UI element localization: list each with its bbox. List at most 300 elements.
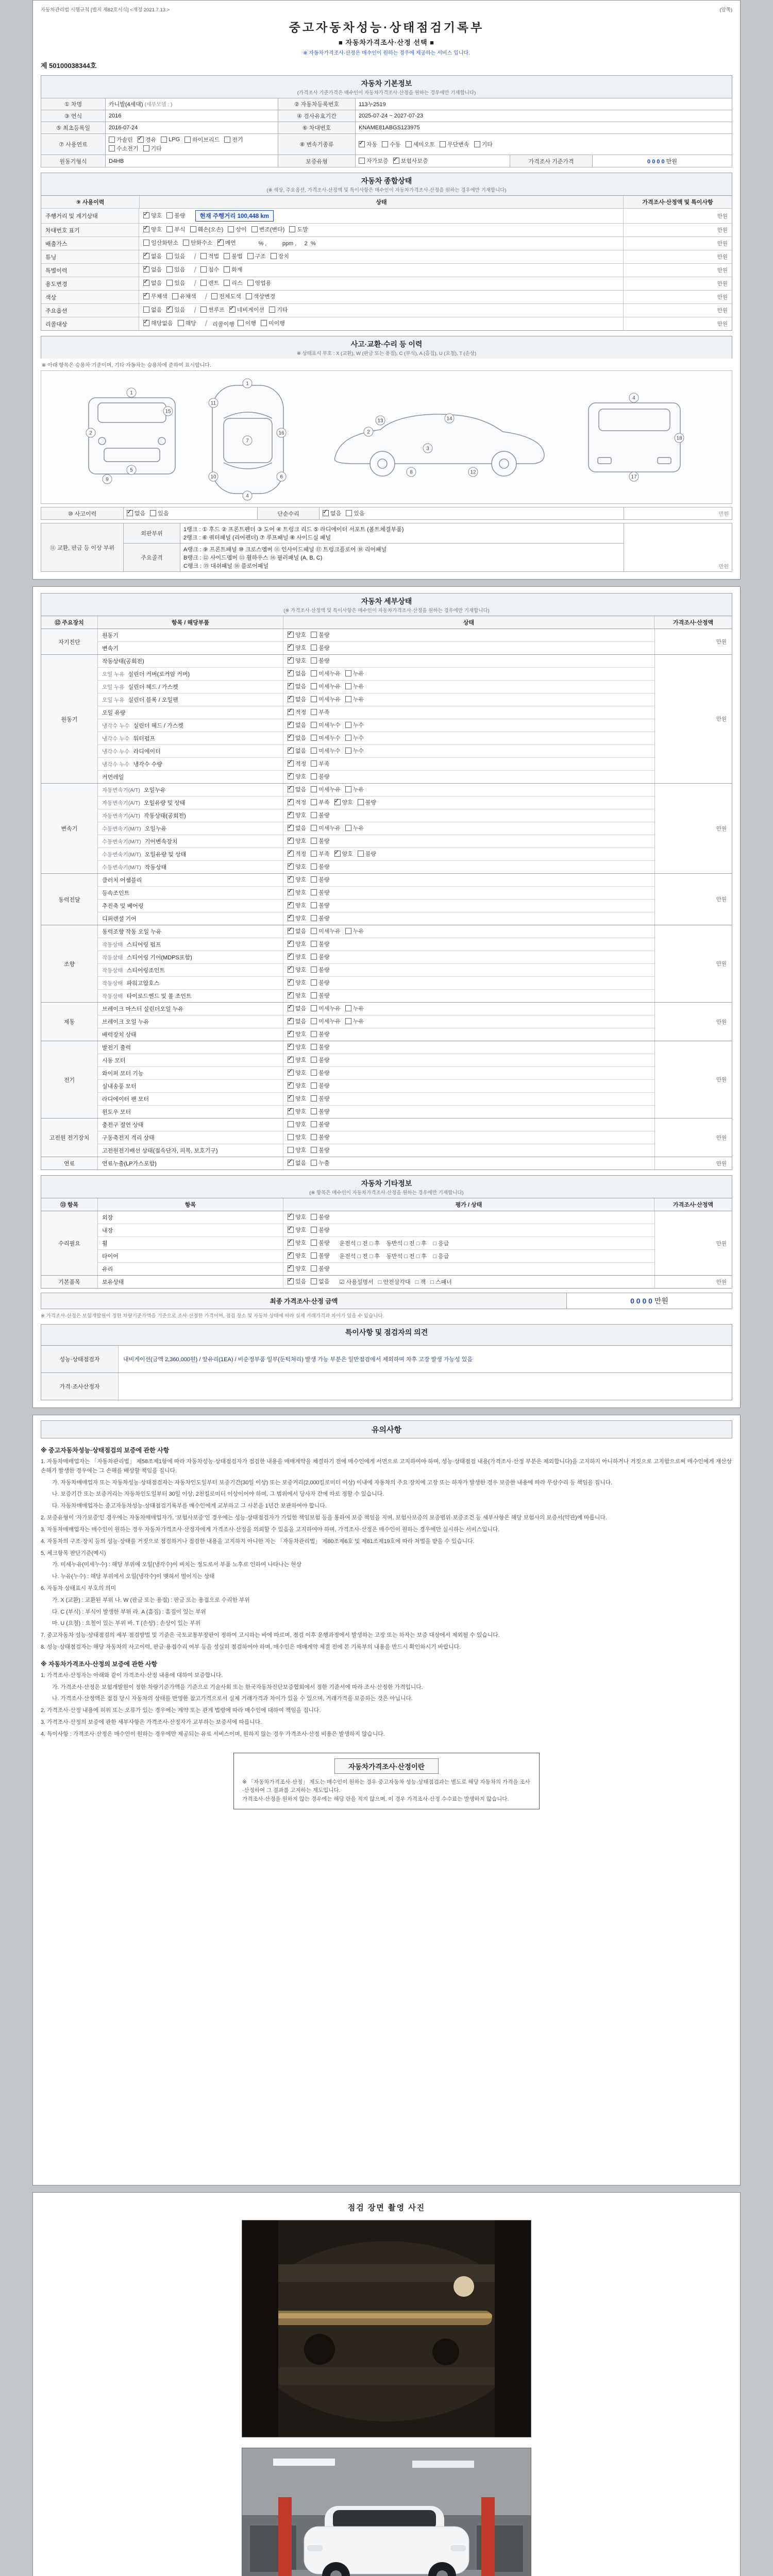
device-label: 조향 bbox=[41, 925, 98, 1002]
checkbox-option: ✓ 양호 bbox=[288, 875, 306, 884]
device-group bbox=[41, 1041, 732, 1118]
car-diagram-svg bbox=[41, 371, 732, 501]
item-label: 실린더 헤드 / 가스켓 bbox=[133, 723, 183, 729]
checkbox bbox=[288, 941, 294, 947]
checkbox bbox=[247, 280, 254, 286]
price-unit: 만원 bbox=[666, 158, 677, 165]
item-label: 와이퍼 모터 기능 bbox=[102, 1071, 144, 1077]
form-reference: 자동차관리법 시행규칙 [별지 제82호서식] <개정 2021.7.13.> bbox=[41, 7, 170, 13]
device-row bbox=[98, 1105, 654, 1118]
checkbox-option: ✓ 없음 bbox=[288, 695, 306, 703]
checkbox bbox=[311, 696, 317, 702]
outer-panel-label: 외판부위 bbox=[124, 523, 180, 544]
device-row bbox=[98, 1003, 654, 1015]
checkbox-option: ✓ 양호 bbox=[288, 811, 306, 819]
checkbox-option: ✓ 없음 bbox=[127, 509, 145, 517]
item-label: 실내송풍 모터 bbox=[102, 1083, 137, 1090]
checkbox-option: 미세누수 bbox=[311, 734, 341, 742]
checkbox bbox=[311, 722, 317, 728]
checkbox-option: ✓ 양호 bbox=[288, 631, 306, 639]
checkbox bbox=[271, 253, 277, 259]
checkbox bbox=[288, 1005, 294, 1011]
checkbox-option: ✓ 매연 bbox=[217, 239, 236, 247]
checkbox-option: ✓ 자동 bbox=[359, 140, 377, 148]
col-state: 평가 / 상태 bbox=[283, 1198, 654, 1211]
item-label: 동력조향 작동 오일 누유 bbox=[102, 929, 162, 935]
checkbox-option: ✓ 적정 bbox=[288, 708, 306, 716]
inspection-period-value: 2025-07-24 ~ 2027-07-23 bbox=[356, 110, 732, 122]
checkbox bbox=[138, 137, 144, 143]
checkbox-option: 색상변경 bbox=[246, 292, 276, 300]
checkbox-option: 미세누유 bbox=[311, 1017, 341, 1025]
checkbox bbox=[288, 863, 294, 870]
svg-text:15: 15 bbox=[165, 409, 171, 415]
checkbox-option: 불량 bbox=[311, 1120, 329, 1128]
checkbox bbox=[288, 967, 294, 973]
checkbox-option: ✓ 양호 bbox=[288, 940, 306, 948]
checkbox-option: ✓ 없음 bbox=[288, 734, 306, 742]
checkbox bbox=[288, 1252, 294, 1259]
item-subgroup: 자동변속기(A/T) bbox=[102, 812, 141, 819]
checkbox-option: 미세누유 bbox=[311, 1004, 341, 1012]
checkbox-option: 해당 bbox=[178, 319, 196, 327]
device-row bbox=[98, 989, 654, 1002]
current-mileage: 현재 주행거리 100,448 km bbox=[195, 210, 274, 222]
etc-row bbox=[98, 1236, 654, 1249]
etc-row bbox=[98, 1276, 654, 1288]
device-row bbox=[98, 706, 654, 719]
checkbox bbox=[288, 979, 294, 986]
checkbox-option: ✓ 양호 bbox=[288, 643, 306, 652]
frame-rank-c: C랭크 : ⑮ 대쉬패널 ⑯ 플로어패널 bbox=[183, 563, 269, 569]
price-cell: 만원 bbox=[624, 507, 732, 520]
checkbox-option: 미세누유 bbox=[311, 824, 341, 832]
checkbox-option: 누유 bbox=[345, 785, 364, 793]
checkbox-option: ✓ 없음 bbox=[288, 785, 306, 793]
item-label: 기어변속장치 bbox=[144, 839, 178, 845]
page-marker: (앞쪽) bbox=[719, 7, 732, 13]
vin-value: KNAME81ABGS123975 bbox=[356, 122, 732, 134]
item-label: 오일유량 및 상태 bbox=[144, 800, 186, 806]
checkbox bbox=[311, 889, 317, 895]
checkbox-option: ✓ 양호 bbox=[288, 656, 306, 665]
overall-row bbox=[41, 277, 732, 290]
checkbox bbox=[228, 226, 234, 232]
checkbox-option: 불량 bbox=[311, 965, 329, 974]
checkbox bbox=[251, 226, 258, 232]
price-cell: 만원 bbox=[654, 925, 732, 1002]
checkbox bbox=[288, 1082, 294, 1089]
checkbox bbox=[393, 158, 399, 164]
checkbox-option: ✓ 없음 bbox=[323, 509, 341, 517]
checkbox-option: ✓ 양호 bbox=[288, 1056, 306, 1064]
checkbox bbox=[289, 226, 295, 232]
checkbox-option: 불량 bbox=[311, 1081, 329, 1090]
section-etc-header: 자동차 기타정보 (※ 항목은 매수인이 자동차가격조사·산정을 원하는 경우에만 기재합니다) bbox=[41, 1175, 732, 1198]
checkbox bbox=[143, 226, 149, 232]
section-etc-note: (※ 항목은 매수인이 자동차가격조사·산정을 원하는 경우에만 기재합니다) bbox=[309, 1190, 464, 1196]
checkbox-option: 양호 bbox=[288, 1120, 306, 1128]
checkbox-option: 훼손(오손) bbox=[190, 225, 224, 233]
device-group bbox=[41, 784, 732, 874]
item-subgroup: 오일 누유 bbox=[102, 697, 125, 703]
checkbox bbox=[288, 1147, 294, 1153]
item-subgroup: 수동변속기(M/T) bbox=[102, 851, 141, 858]
price-cell: 만원 bbox=[717, 281, 728, 287]
price-survey-box-line: ※ 「자동차가격조사·산정」 제도는 매수인이 원하는 경우 중고자동차 성능·상태점검과는 별도로 해당 자동차의 가격을 조사·산정하여 그 결과를 고지하는 제도입니다. bbox=[242, 1778, 530, 1794]
device-label: 변속기 bbox=[41, 784, 98, 873]
checkbox-option: 불량 bbox=[311, 940, 329, 948]
row-label: 용도변경 bbox=[41, 277, 139, 290]
checkbox-option: 누수 bbox=[345, 721, 364, 729]
svg-text:1: 1 bbox=[130, 390, 133, 396]
checkbox-option: ✓ 보험사보증 bbox=[393, 157, 428, 165]
checkbox bbox=[166, 307, 173, 313]
col-price: 가격조사·산정액 bbox=[673, 620, 714, 626]
checkbox-option: 불량 bbox=[311, 1239, 329, 1247]
notice-item: 1. 자동차매매업자는 「자동차관리법」 제58조제1항에 따라 자동차성능·상태점검자가 점검한 내용을 매매계약을 체결하기 전에 매수인에게 서면으로 고지하여야 하며, 성능·상태점검 내용(가격조사·산정 부분은 제외합니다)을 고지하지 아니하거나 거짓으로 고지함으로써 매수인에게 재산상 손해가 발생한 경우에는 그 손해를 배상할 책임을 집니다. bbox=[41, 1459, 732, 1474]
item-label: 오일유량 및 상태 bbox=[144, 852, 187, 858]
accident-history-checks bbox=[124, 507, 258, 520]
device-row bbox=[98, 667, 654, 680]
overall-state-table bbox=[41, 195, 732, 331]
checkbox bbox=[109, 137, 115, 143]
device-row bbox=[98, 1015, 654, 1028]
checkbox-option: 불량 bbox=[311, 991, 329, 999]
item-label: 실린더 헤드 / 가스켓 bbox=[128, 684, 178, 690]
device-row bbox=[98, 963, 654, 976]
checkbox bbox=[166, 212, 173, 218]
checkbox-option: ✓ 경유 bbox=[138, 135, 156, 144]
checkbox-option: 세미오토 bbox=[406, 140, 435, 148]
device-row bbox=[98, 732, 654, 744]
item-label: 냉각수 수량 bbox=[133, 761, 162, 768]
device-label: 원동기 bbox=[41, 655, 98, 783]
field-label: ② 자동차등록번호 bbox=[278, 98, 356, 110]
etc-group bbox=[41, 1211, 732, 1276]
etc-row bbox=[98, 1224, 654, 1236]
checkbox bbox=[359, 141, 365, 147]
frame-rank-b: B랭크 : ⑫ 사이드멤버 ⑬ 휠하우스 ⑭ 필러패널 (A, B, C) bbox=[183, 555, 323, 561]
page-subtitle-note: ※ 자동차가격조사·산정은 매수인이 원하는 경우에 제공하는 서비스 입니다. bbox=[303, 50, 470, 56]
checkbox bbox=[288, 1227, 294, 1233]
checkbox-option: 수소전기 bbox=[109, 144, 139, 152]
svg-text:14: 14 bbox=[446, 416, 452, 422]
checkbox-option: ✓ 양호 bbox=[288, 1226, 306, 1234]
checkbox-option: 부족 bbox=[311, 708, 329, 716]
overall-row bbox=[41, 317, 732, 330]
svg-text:6: 6 bbox=[280, 474, 283, 480]
checkbox-option: ✓ 양호 bbox=[288, 1069, 306, 1077]
checkbox-option: 누유 bbox=[345, 695, 364, 703]
checkbox-option: 없음 bbox=[311, 1277, 329, 1285]
checkbox bbox=[345, 683, 351, 689]
checkbox-option: 수동 bbox=[382, 140, 400, 148]
price-cell: 만원 bbox=[654, 1211, 732, 1275]
table-row bbox=[41, 155, 732, 167]
device-row bbox=[98, 874, 654, 886]
row-label: 주행거리 및 계기상태 bbox=[41, 209, 139, 223]
checkbox bbox=[109, 145, 115, 151]
reg-no-value: 113누2519 bbox=[356, 98, 732, 110]
checkbox bbox=[311, 1070, 317, 1076]
checkbox bbox=[311, 748, 317, 754]
device-label: 제동 bbox=[41, 1003, 98, 1041]
opinion-author: 성능·상태점검자 bbox=[41, 1346, 119, 1372]
notice-item: 가. X (교환) : 교환된 부위 나. W (판금 또는 용접) : 판금 또는 용접으로 수리한 부위 bbox=[52, 1597, 250, 1603]
checkbox-option: ✓ 양호 bbox=[288, 1030, 306, 1038]
svg-text:2: 2 bbox=[367, 429, 370, 435]
svg-text:8: 8 bbox=[410, 469, 413, 476]
checkbox bbox=[288, 657, 294, 664]
device-row bbox=[98, 757, 654, 770]
checkbox bbox=[288, 1108, 294, 1114]
checkbox bbox=[288, 902, 294, 908]
price-survey-box-line: 가격조사·산정을 원하지 않는 경우에는 해당 란을 적지 않으며, 이 경우 가격조사·산정 수수료는 발생하지 않습니다. bbox=[242, 1796, 509, 1803]
table-row bbox=[41, 98, 732, 110]
device-group bbox=[41, 1118, 732, 1157]
field-label: 원동기형식 bbox=[41, 155, 106, 167]
overall-row bbox=[41, 250, 732, 263]
checkbox-option: ✓ 적정 bbox=[288, 798, 306, 806]
checkbox bbox=[127, 510, 133, 516]
checkbox-option: 상이 bbox=[228, 225, 246, 233]
checkbox bbox=[288, 1070, 294, 1076]
item-subgroup: 작동상태 bbox=[102, 980, 123, 987]
table-row bbox=[41, 523, 732, 544]
checkbox bbox=[359, 158, 365, 164]
svg-text:18: 18 bbox=[676, 435, 682, 442]
checkbox-option: 기타 bbox=[269, 306, 288, 314]
checkbox bbox=[288, 876, 294, 883]
checkbox bbox=[288, 1160, 294, 1166]
checkbox-option: 불량 bbox=[311, 1133, 329, 1141]
item-label: 변속기 bbox=[102, 646, 119, 652]
photo-car-on-lift bbox=[242, 2448, 531, 2576]
checkbox bbox=[345, 825, 351, 831]
checkbox-option: ✓ 양호 bbox=[334, 798, 353, 806]
simple-repair-checks bbox=[320, 507, 624, 520]
checkbox bbox=[288, 825, 294, 831]
checkbox bbox=[334, 851, 341, 857]
checkbox-option: 미이행 bbox=[261, 319, 285, 327]
detail-header-row bbox=[41, 616, 732, 629]
section-detail-note: (※ 가격조사·산정액 및 특이사항은 매수인이 자동차가격조사·산정을 원하는 경우에만 기재합니다) bbox=[283, 608, 490, 614]
checkbox-option: 있음 bbox=[166, 252, 185, 260]
checkbox bbox=[311, 928, 317, 934]
checkbox-option: ✓ 양호 bbox=[288, 1264, 306, 1273]
field-label: ③ 연식 bbox=[41, 110, 106, 122]
device-row bbox=[98, 1066, 654, 1079]
checkbox-option: 구조 bbox=[247, 252, 266, 260]
notice-item: 4. 특이사항 : 가격조사·산정은 매수인이 원하는 경우에만 제공되는 유료 서비스이며, 원하지 않는 경우 가격조사·산정 비용은 발생하지 않습니다. bbox=[41, 1731, 385, 1737]
checkbox bbox=[311, 1095, 317, 1101]
item-subgroup: 수동변속기(M/T) bbox=[102, 838, 141, 845]
col-item: 항목 bbox=[98, 1198, 283, 1211]
checkbox-option: 불량 bbox=[311, 837, 329, 845]
checkbox bbox=[166, 253, 173, 259]
notice-title: 유의사항 bbox=[41, 1420, 732, 1438]
warranty-checks bbox=[356, 155, 510, 167]
checkbox bbox=[311, 645, 317, 651]
checkbox-option: ✓ 없음 bbox=[288, 669, 306, 677]
checkbox bbox=[288, 696, 294, 702]
checkbox bbox=[288, 748, 294, 754]
checkbox-option: 불량 bbox=[311, 862, 329, 871]
device-group bbox=[41, 655, 732, 784]
price-cell: 만원 bbox=[717, 254, 728, 260]
checkbox-option: 불량 bbox=[311, 1146, 329, 1154]
checkbox-option: 영업용 bbox=[247, 279, 272, 287]
checkbox-option: 불량 bbox=[311, 1030, 329, 1038]
checkbox bbox=[288, 954, 294, 960]
checkbox-option: ✓ 양호 bbox=[288, 1213, 306, 1221]
item-label: 클러치 어셈블리 bbox=[102, 877, 142, 884]
checkbox-option: 렌트 bbox=[200, 279, 219, 287]
car-name-value: 카니발(4세대) bbox=[109, 101, 143, 108]
checkbox-option: 없음 bbox=[143, 306, 162, 314]
checkbox-option: 미세누유 bbox=[311, 669, 341, 677]
device-row bbox=[98, 1092, 654, 1105]
notice-item: 마. U (요철) : 요철이 있는 부위 바. T (손상) : 손상이 있는 부위 bbox=[52, 1620, 201, 1627]
checkbox bbox=[311, 825, 317, 831]
checkbox-option: 있음 bbox=[346, 509, 364, 517]
checkbox bbox=[288, 735, 294, 741]
svg-text:4: 4 bbox=[246, 493, 249, 499]
checkbox bbox=[143, 320, 149, 326]
checkbox bbox=[288, 812, 294, 818]
item-label: 오일누유 bbox=[144, 787, 166, 793]
device-row bbox=[98, 1118, 654, 1131]
checkbox bbox=[288, 838, 294, 844]
checkbox bbox=[345, 1005, 351, 1011]
checkbox bbox=[238, 320, 244, 326]
checkbox bbox=[200, 253, 207, 259]
checkbox bbox=[311, 683, 317, 689]
col-etc-item: ⑬ 항목 bbox=[41, 1198, 98, 1211]
item-label: 실린더 블록 / 오일팬 bbox=[128, 697, 178, 703]
svg-text:2: 2 bbox=[89, 430, 92, 436]
notice-section bbox=[41, 1446, 732, 1652]
car-diagram bbox=[41, 370, 732, 504]
overall-row bbox=[41, 223, 732, 236]
checkbox bbox=[288, 915, 294, 921]
extra-values: % , ppm , 2 % bbox=[245, 240, 316, 247]
checkbox-option: 일산화탄소 bbox=[143, 239, 178, 247]
checkbox bbox=[382, 141, 388, 147]
checkbox bbox=[311, 902, 317, 908]
checkbox bbox=[246, 293, 252, 299]
checkbox-option: 불량 bbox=[311, 1069, 329, 1077]
item-label: 배력장치 상태 bbox=[102, 1032, 137, 1038]
checkbox bbox=[345, 928, 351, 934]
checkbox-option: 하이브리드 bbox=[184, 135, 220, 144]
item-label: 고전원전기배선 상태(접속단자, 피복, 보호기구) bbox=[102, 1148, 218, 1154]
item-subgroup: 작동상태 bbox=[102, 967, 123, 974]
checkbox bbox=[358, 851, 364, 857]
notice-item: 5. 체크항목 판단기준(예시) bbox=[41, 1550, 106, 1556]
notice-item: 다. 자동차매매업자는 중고자동차성능·상태점검기록부를 매수인에게 교부하고 그 사본을 1년간 보관하여야 합니다. bbox=[52, 1503, 327, 1510]
notice-item: 다. C (부식) : 부식이 발생한 부위 라. A (흠집) : 흠집이 있는 부위 bbox=[52, 1608, 206, 1615]
checkbox-option: 누유 bbox=[345, 824, 364, 832]
checkbox bbox=[143, 266, 149, 273]
device-row bbox=[98, 1157, 654, 1170]
photos-title: 점검 장면 촬영 사진 bbox=[347, 2204, 426, 2212]
checkbox bbox=[311, 1214, 317, 1220]
checkbox bbox=[288, 1044, 294, 1050]
item-label: 파워고압호스 bbox=[126, 980, 160, 987]
checkbox-option: 양호 bbox=[288, 1146, 306, 1154]
checkbox bbox=[311, 1147, 317, 1153]
checkbox-option: ✓ 양호 bbox=[288, 1081, 306, 1090]
price-cell: 만원 bbox=[654, 784, 732, 873]
checkbox-option: ✓ 적정 bbox=[288, 759, 306, 768]
checkbox bbox=[311, 1108, 317, 1114]
device-row bbox=[98, 1028, 654, 1041]
frame-rank-a: A랭크 : ⑨ 프론트패널 ⑩ 크로스멤버 ⑪ 인사이드패널 ⑰ 트렁크플로어 ⑱ 리어패널 bbox=[183, 547, 387, 553]
car-submodel: (세부모델 : ) bbox=[144, 102, 173, 108]
item-label: 충전구 절연 상태 bbox=[102, 1122, 144, 1128]
device-row bbox=[98, 938, 654, 951]
notice-section-title: ※ 중고자동차성능·상태점검의 보증에 관한 사항 bbox=[41, 1447, 170, 1454]
exchange-panel-table bbox=[41, 523, 732, 572]
etc-row bbox=[98, 1211, 654, 1224]
checkbox-option: ✓ 양호 bbox=[288, 965, 306, 974]
checkbox bbox=[288, 1265, 294, 1272]
price-cell: 만원 bbox=[654, 1003, 732, 1041]
device-row bbox=[98, 784, 654, 796]
checkbox-option: 있음 bbox=[166, 279, 185, 287]
section-basic-note: (가격조사 기준가격은 매수인이 자동차가격조사·산정을 원하는 경우에만 기재합니다) bbox=[297, 90, 476, 96]
price-cell: 만원 bbox=[654, 1276, 732, 1288]
checkbox bbox=[311, 760, 317, 767]
field-label: 보증유형 bbox=[278, 155, 356, 167]
checkbox bbox=[311, 1121, 317, 1127]
checkbox bbox=[311, 1018, 317, 1024]
checkbox-option: ✓ 없음 bbox=[288, 927, 306, 935]
device-row bbox=[98, 1041, 654, 1054]
checkbox-option: 탄화수소 bbox=[183, 239, 213, 247]
item-subgroup: 오일 누유 bbox=[102, 684, 125, 690]
opinion-text: 내비게이션(금액 2,360,000원) / 앞유리(1EA) / 비순정부품 일부(둔턱처리) 발생 가능 부분은 일반점검에서 제외하며 차후 고장 발생 가능성 있음 bbox=[123, 1357, 473, 1363]
checkbox bbox=[311, 735, 317, 741]
device-label: 고전원 전기장치 bbox=[41, 1118, 98, 1157]
device-label: 전기 bbox=[41, 1041, 98, 1118]
checkbox bbox=[143, 145, 149, 151]
checkbox bbox=[345, 1018, 351, 1024]
checkbox-option: 불량 bbox=[311, 1213, 329, 1221]
item-label: 작동상태(공회전) bbox=[102, 658, 144, 665]
checkbox bbox=[288, 1278, 294, 1284]
item-label: 발전기 출력 bbox=[102, 1045, 131, 1051]
checkbox-option: 누수 bbox=[345, 747, 364, 755]
checkbox-option: 누유 bbox=[345, 669, 364, 677]
field-label: ⑤ 최초등록일 bbox=[41, 122, 106, 134]
opinion-author: 가격·조사산정자 bbox=[41, 1373, 119, 1400]
checkbox-option: 리스 bbox=[224, 279, 242, 287]
item-label: 구동축전지 격리 상태 bbox=[102, 1135, 155, 1141]
device-row bbox=[98, 693, 654, 706]
svg-text:16: 16 bbox=[278, 430, 284, 436]
overall-row bbox=[41, 208, 732, 223]
price-cell: 만원 bbox=[654, 874, 732, 925]
checkbox bbox=[288, 632, 294, 638]
checkbox bbox=[288, 645, 294, 651]
checkbox-option: ✓ 양호 bbox=[288, 1043, 306, 1051]
checkbox-option: 누유 bbox=[345, 682, 364, 690]
device-row bbox=[98, 835, 654, 848]
item-label: 타이로드엔드 및 볼 조인트 bbox=[126, 993, 192, 999]
